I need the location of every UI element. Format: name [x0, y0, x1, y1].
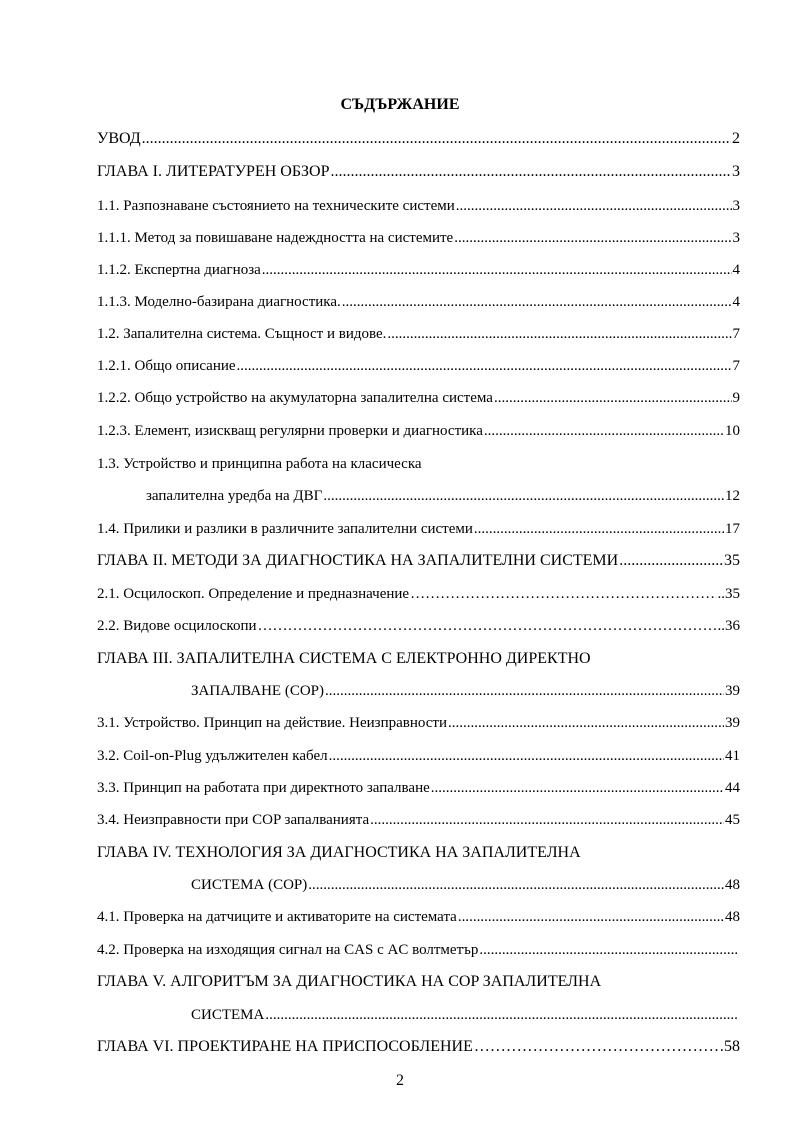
toc-entry-page: 48 — [725, 877, 740, 893]
toc-entry-page: 7 — [732, 326, 740, 342]
toc-entry — [97, 616, 740, 636]
toc-entry — [97, 1037, 740, 1057]
toc-entry-label: УВОД — [97, 130, 141, 147]
toc-entry-page: 48 — [725, 909, 740, 925]
toc-entry — [191, 1005, 740, 1025]
toc-entry — [97, 584, 740, 604]
toc-entry — [146, 486, 740, 506]
toc-entry — [97, 810, 740, 830]
toc-entry — [97, 324, 740, 344]
toc-entry — [97, 388, 740, 408]
toc-entry-label: ГЛАВА IV. ТЕХНОЛОГИЯ ЗА ДИАГНОСТИКА НА ЗАПАЛИТЕЛНА — [97, 844, 581, 861]
toc-entry — [97, 713, 740, 733]
toc-entry-page: 44 — [725, 780, 740, 796]
toc-entry-label: 4.1. Проверка на датчиците и активаторите на системата — [97, 909, 457, 925]
page-number: 2 — [396, 1072, 404, 1089]
toc-entry — [97, 356, 740, 376]
toc-entry-label-continued: СИСТЕМА — [191, 1007, 265, 1023]
toc-entry-page: 3 — [732, 198, 740, 214]
toc-entry-page: ..35 — [717, 586, 740, 602]
toc-title: СЪДЪРЖАНИЕ — [340, 96, 460, 113]
toc-entry-label: 3.1. Устройство. Принцип на действие. Неизправности — [97, 715, 447, 731]
toc-entry-label: 1.2. Запалителна система. Същност и видове. — [97, 326, 387, 342]
toc-entry — [97, 196, 740, 216]
toc-entry-label: ГЛАВА III. ЗАПАЛИТЕЛНА СИСТЕМА С ЕЛЕКТРОННО ДИРЕКТНО — [97, 650, 591, 667]
toc-entry-page: 45 — [725, 812, 740, 828]
toc-entry-label: 2.1. Осцилоскоп. Определение и предназначение — [97, 586, 410, 602]
toc-entry-page: 10 — [725, 423, 740, 439]
toc-entry — [97, 228, 740, 248]
toc-entry — [97, 519, 740, 539]
toc-entry-label: ГЛАВА V. АЛГОРИТЪМ ЗА ДИАГНОСТИКА НА COP ЗАПАЛИТЕЛНА — [97, 973, 602, 990]
toc-entry-page: 9 — [732, 390, 740, 406]
toc-entry-label: 1.3. Устройство и принципна работа на класическа — [97, 456, 422, 472]
toc-entry — [97, 746, 740, 766]
toc-entry-label: ГЛАВА II. МЕТОДИ ЗА ДИАГНОСТИКА НА ЗАПАЛИТЕЛНИ СИСТЕМИ — [97, 552, 619, 569]
toc-entry — [191, 875, 740, 895]
toc-entry-label: 4.2. Проверка на изходящия сигнал на CAS с AC волтметър — [97, 942, 479, 958]
toc-entry-label: 1.2.2. Общо устройство на акумулаторна запалителна система — [97, 390, 493, 406]
toc-entry-page: 4 — [732, 262, 740, 278]
toc-entry-label: 1.2.1. Общо описание — [97, 358, 236, 374]
toc-entry — [97, 421, 740, 441]
toc-entry-label: 1.2.3. Елемент, изискващ регулярни проверки и диагностика — [97, 423, 483, 439]
toc-entry-page: 17 — [725, 521, 740, 537]
toc-entry-label: 1.1.3. Моделно-базирана диагностика. — [97, 294, 341, 310]
toc-entry-label-continued: СИСТЕМА (COP) — [191, 877, 308, 893]
toc-entry-page: 3 — [732, 163, 740, 180]
toc-entry — [97, 162, 740, 182]
toc-entry-page: 58 — [724, 1038, 740, 1055]
toc-entry-page: 39 — [725, 683, 740, 699]
toc-entry-page: 39 — [725, 715, 740, 731]
toc-entry-page: ..36 — [717, 618, 740, 634]
toc-entry — [97, 551, 740, 571]
toc-entry-label: 2.2. Видове осцилоскопи — [97, 618, 257, 634]
toc-entry-page: 12 — [725, 488, 740, 504]
toc-entry — [97, 907, 740, 927]
toc-entry-label: 1.1.2. Експертна диагноза — [97, 262, 261, 278]
toc-entry-page: 35 — [724, 552, 740, 569]
toc-entry-label: 1.4. Прилики и разлики в различните запалителни системи — [97, 521, 473, 537]
toc-entry-page: 4 — [732, 294, 740, 310]
toc-entry-page: 7 — [732, 358, 740, 374]
toc-entry — [97, 940, 740, 960]
toc-entry — [97, 260, 740, 280]
toc-entry-label: ГЛАВА VI. ПРОЕКТИРАНЕ НА ПРИСПОСОБЛЕНИЕ — [97, 1038, 473, 1055]
toc-entry-label: 3.3. Принцип на работата при директното запалване — [97, 780, 430, 796]
toc-entry-label: 3.2. Coil-on-Plug удължителен кабел — [97, 748, 328, 764]
toc-entry-page: 3 — [732, 230, 740, 246]
toc-entry — [97, 778, 740, 798]
toc-entry-label: 1.1. Разпознаване състоянието на техническите системи — [97, 198, 455, 214]
toc-entry-label-continued: запалителна уредба на ДВГ — [146, 488, 323, 504]
toc-entry — [191, 681, 740, 701]
toc-entry-label: 1.1.1. Метод за повишаване надеждността на системите — [97, 230, 454, 246]
toc-entry-label-continued: ЗАПАЛВАНЕ (COP) — [191, 683, 324, 699]
toc-entry — [97, 129, 740, 149]
toc-entry-label: 3.4. Неизправности при COP запалванията — [97, 812, 370, 828]
toc-entry — [97, 292, 740, 312]
toc-entry-page: 2 — [732, 130, 740, 147]
toc-entry-page: 41 — [725, 748, 740, 764]
toc-entry-label: ГЛАВА I. ЛИТЕРАТУРЕН ОБЗОР — [97, 163, 330, 180]
